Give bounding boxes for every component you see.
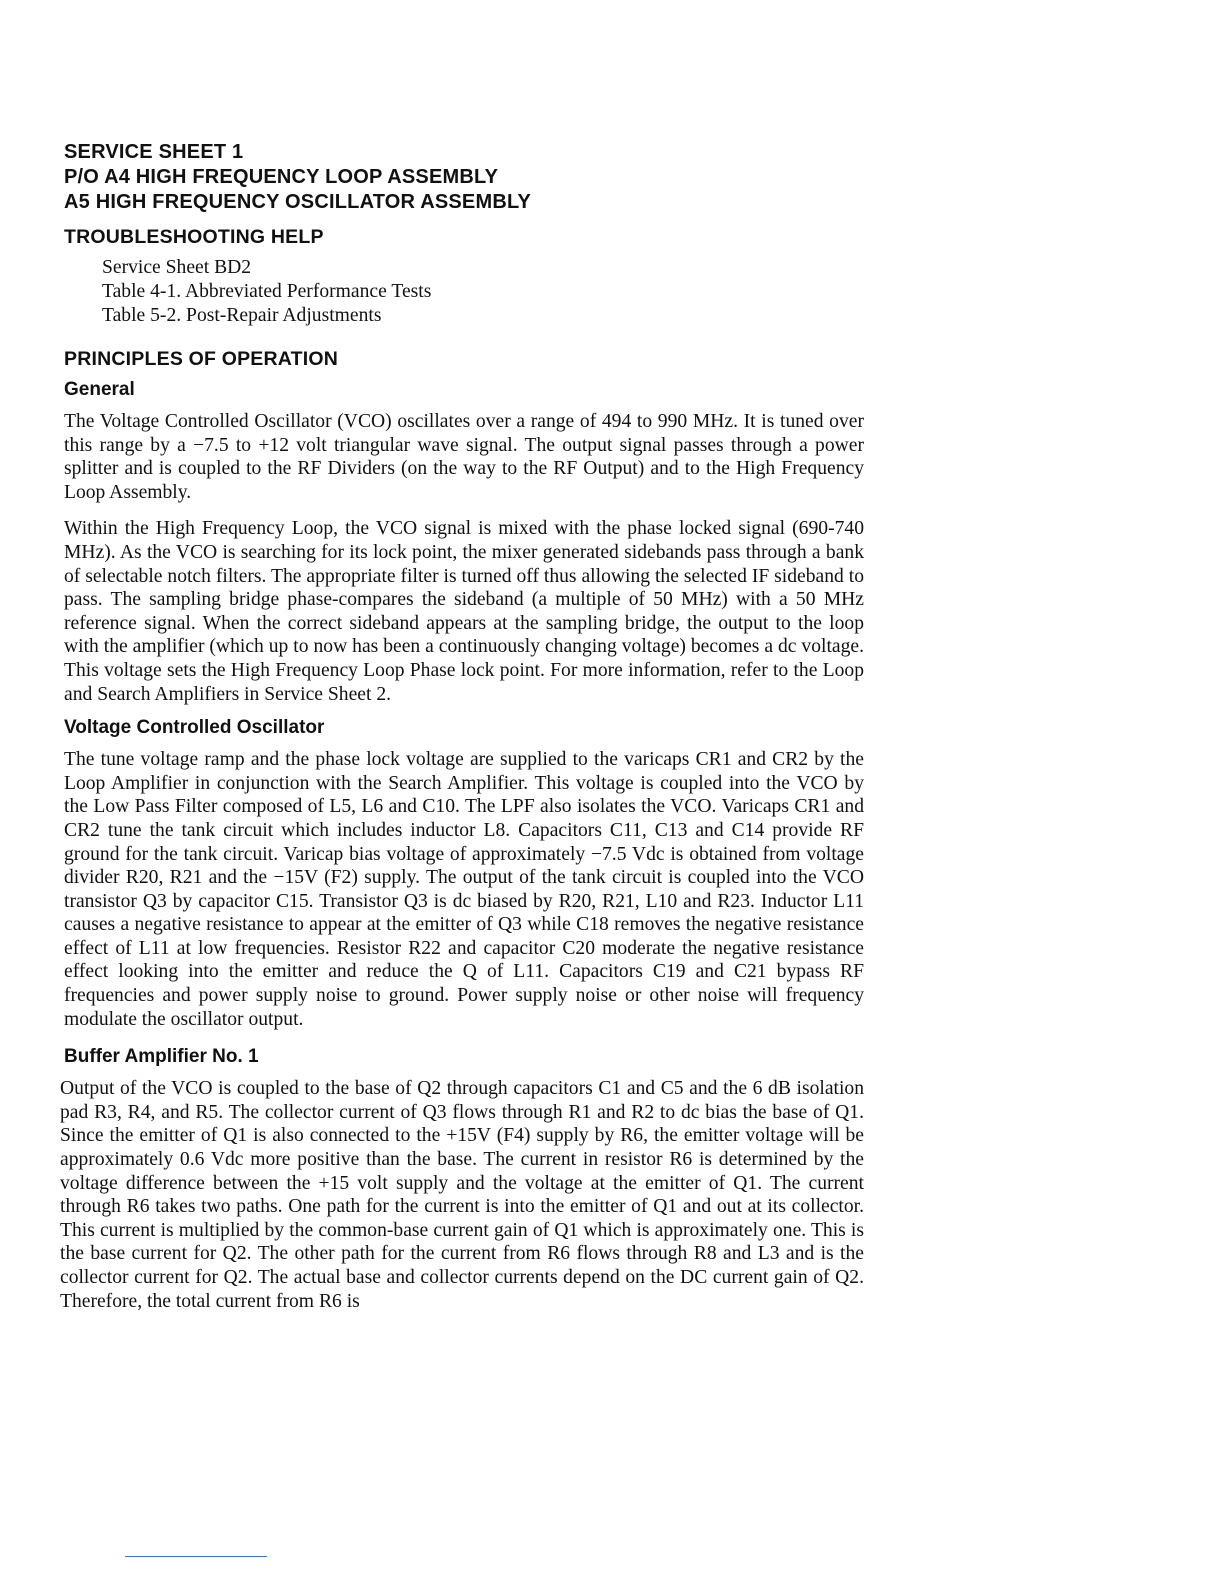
- reference-item: Service Sheet BD2: [102, 257, 252, 278]
- principles-heading: PRINCIPLES OF OPERATION: [64, 348, 339, 370]
- service-sheet-page: [60, 140, 864, 1313]
- general-paragraph: The Voltage Controlled Oscillator (VCO) oscillates over a range of 494 to 990 MHz. It is tuned over this range by a −7.5 to +12 volt triangular wave signal. The output signal passes through a power splitter and is coupled to the RF Dividers (on the way to the RF Output) and to the High Frequency Loop Assembly.: [64, 411, 864, 503]
- reference-item: Table 4-1. Abbreviated Performance Tests: [102, 281, 432, 302]
- vco-paragraph: The tune voltage ramp and the phase lock voltage are supplied to the varicaps CR1 and CR2 by the Loop Amplifier in conjunction with the Search Amplifier. This voltage is coupled into the VCO by the Low Pass Filter composed of L5, L6 and C10. The LPF also isolates the VCO. Varicaps CR1 and CR2 tune the tank circuit which includes inductor L8. Capacitors C11, C13 and C14 provide RF ground for the tank circuit. Varicap bias voltage of approximately −7.5 Vdc is obtained from voltage divider R20, R21 and the −15V (F2) supply. The output of the tank circuit is coupled into the VCO transistor Q3 by capacitor C15. Transistor Q3 is dc biased by R20, R21, L10 and R23. Inductor L11 causes a negative resistance to appear at the emitter of Q3 while C18 removes the negative resistance effect of L11 at low frequencies. Resistor R22 and capacitor C20 moderate the negative resistance effect looking into the emitter and reduce the Q of L11. Capacitors C19 and C21 bypass RF frequencies and power supply noise to ground. Power supply noise or other noise will frequency modulate the oscillator output.: [64, 749, 864, 1030]
- buffer-amplifier-paragraph: Output of the VCO is coupled to the base of Q2 through capacitors C1 and C5 and the 6 dB isolation pad R3, R4, and R5. The collector current of Q3 flows through R1 and R2 to dc bias the base of Q1. Since the emitter of Q1 is also connected to the +15V (F4) supply by R6, the emitter voltage will be approximately 0.6 Vdc more positive than the base. The current in resistor R6 is determined by the voltage difference between the +15 volt supply and the voltage at the emitter of Q1. The current through R6 takes two paths. One path for the current is into the emitter of Q1 and out at its collector. This current is multiplied by the common-base current gain of Q1 which is approximately one. This is the base current for Q2. The other path for the current from R6 flows through R8 and L3 and is the collector current for Q2. The actual base and collector currents depend on the DC current gain of Q2. Therefore, the total current from R6 is: [60, 1078, 864, 1312]
- assembly-title-a5: A5 HIGH FREQUENCY OSCILLATOR ASSEMBLY: [64, 191, 532, 213]
- general-subheading: General: [64, 379, 135, 400]
- footer-rule: [125, 1556, 267, 1557]
- service-sheet-title: SERVICE SHEET 1: [64, 141, 244, 163]
- buffer-amplifier-subheading: Buffer Amplifier No. 1: [64, 1046, 259, 1068]
- vco-subheading: Voltage Controlled Oscillator: [64, 717, 325, 739]
- assembly-title-a4: P/O A4 HIGH FREQUENCY LOOP ASSEMBLY: [64, 166, 499, 188]
- troubleshooting-heading: TROUBLESHOOTING HELP: [64, 226, 324, 248]
- document-header: [64, 140, 864, 215]
- troubleshooting-reference-list: [64, 256, 864, 328]
- general-paragraph: Within the High Frequency Loop, the VCO signal is mixed with the phase locked signal (690-740 MHz). As the VCO is searching for its lock point, the mixer generated sidebands pass through a bank of selectable notch filters. The appropriate filter is turned off thus allowing the selected IF sideband to pass. The sampling bridge phase-compares the sideband (a multiple of 50 MHz) with a 50 MHz reference signal. When the correct sideband appears at the sampling bridge, the output to the loop with the amplifier (which up to now has been a continuously changing voltage) becomes a dc voltage. This voltage sets the High Frequency Loop Phase lock point. For more information, refer to the Loop and Search Amplifiers in Service Sheet 2.: [64, 518, 864, 705]
- reference-item: Table 5-2. Post-Repair Adjustments: [102, 305, 382, 326]
